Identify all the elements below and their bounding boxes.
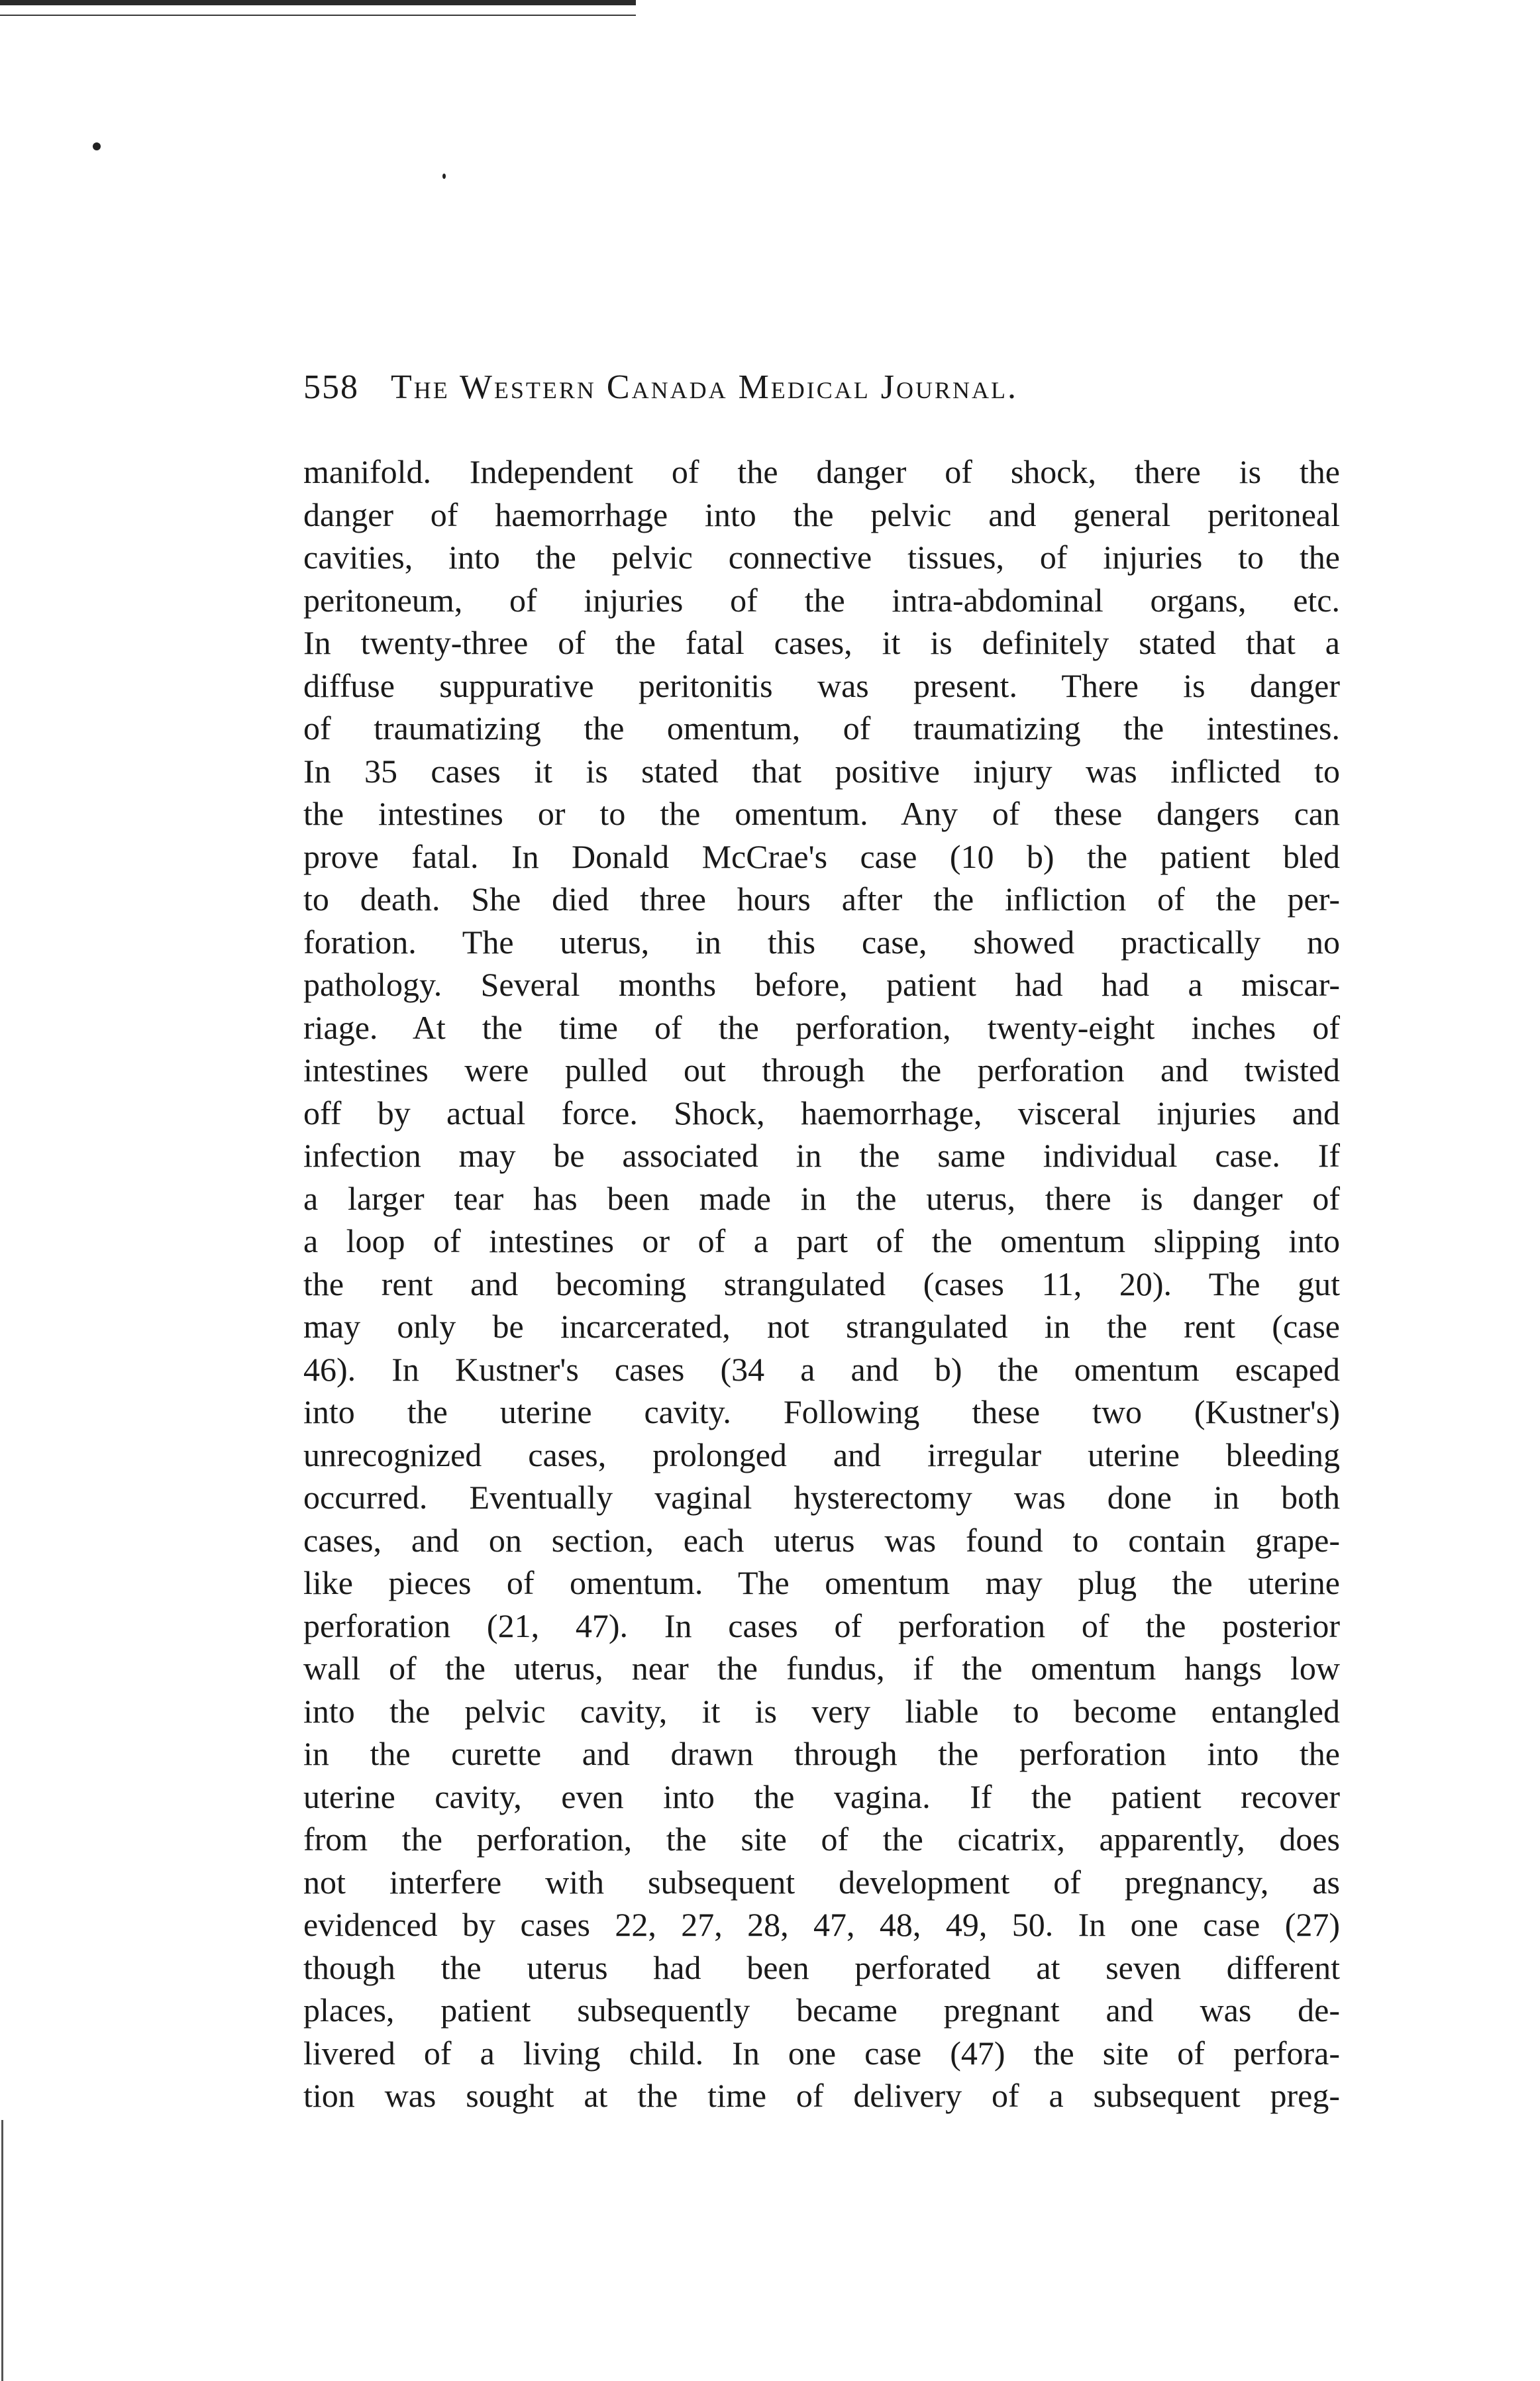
text-line: wall of the uterus, near the fundus, if the omentum hangs low [303, 1650, 1340, 1687]
text-line: cases, and on section, each uterus was found to contain grape- [303, 1521, 1340, 1559]
text-line: peritoneum, of injuries of the intra-abdominal organs, etc. [303, 581, 1340, 619]
text-line: to death. She died three hours after the infliction of the per- [303, 880, 1340, 918]
text-line: into the pelvic cavity, it is very liable to become entangled [303, 1692, 1340, 1730]
text-line: foration. The uterus, in this case, showed practically no [303, 923, 1340, 961]
text-line: the intestines or to the omentum. Any of these dangers can [303, 795, 1340, 832]
top-scan-rule [0, 0, 636, 5]
text-line: off by actual force. Shock, haemorrhage, visceral injuries and [303, 1094, 1340, 1132]
page-number: 558 [303, 368, 359, 406]
text-line: uterine cavity, even into the vagina. If the patient recover [303, 1777, 1340, 1815]
text-line: the rent and becoming strangulated (cases 11, 20). The gut [303, 1265, 1340, 1302]
body-paragraph [303, 450, 1340, 2117]
text-line: cavities, into the pelvic connective tissues, of injuries to the [303, 539, 1340, 576]
text-line: 46). In Kustner's cases (34 a and b) the omentum escaped [303, 1350, 1340, 1388]
text-line: a loop of intestines or of a part of the omentum slipping into [303, 1222, 1340, 1259]
text-line: riage. At the time of the perforation, twenty-eight inches of [303, 1008, 1340, 1046]
text-line: perforation (21, 47). In cases of perforation of the posterior [303, 1607, 1340, 1644]
text-line: diffuse suppurative peritonitis was present. There is danger [303, 666, 1340, 704]
journal-title: The Western Canada Medical Journal. [391, 368, 1019, 406]
text-line: infection may be associated in the same individual case. If [303, 1137, 1340, 1174]
top-scan-rule-thin [0, 15, 636, 16]
text-line: intestines were pulled out through the perforation and twisted [303, 1051, 1340, 1088]
text-line: places, patient subsequently became pregnant and was de- [303, 1991, 1340, 2029]
text-line: from the perforation, the site of the cicatrix, apparently, does [303, 1821, 1340, 1858]
text-line: a larger tear has been made in the uterus, there is danger of [303, 1179, 1340, 1217]
text-line: though the uterus had been perforated at seven different [303, 1948, 1340, 1986]
text-line: evidenced by cases 22, 27, 28, 47, 48, 49, 50. In one case (27) [303, 1906, 1340, 1943]
text-line: unrecognized cases, prolonged and irregular uterine bleeding [303, 1436, 1340, 1473]
scan-speck [442, 174, 446, 179]
text-line: In 35 cases it is stated that positive injury was inflicted to [303, 752, 1340, 790]
text-line: of traumatizing the omentum, of traumatizing the intestines. [303, 710, 1340, 747]
text-line: in the curette and drawn through the perforation into the [303, 1735, 1340, 1772]
text-line: manifold. Independent of the danger of shock, there is the [303, 453, 1340, 490]
text-line: like pieces of omentum. The omentum may plug the uterine [303, 1564, 1340, 1601]
text-line: danger of haemorrhage into the pelvic and general peritoneal [303, 496, 1340, 533]
text-line: not interfere with subsequent development of pregnancy, as [303, 1863, 1340, 1901]
text-line: tion was sought at the time of delivery of a subsequent preg- [303, 2077, 1340, 2114]
running-header [303, 368, 1337, 421]
text-line: pathology. Several months before, patient had had a miscar- [303, 966, 1340, 1003]
text-line: occurred. Eventually vaginal hysterectomy was done in both [303, 1479, 1340, 1516]
text-line: In twenty-three of the fatal cases, it is definitely stated that a [303, 624, 1340, 661]
text-line: may only be incarcerated, not strangulated in the rent (case [303, 1308, 1340, 1345]
text-line: livered of a living child. In one case (47) the site of perfora- [303, 2034, 1340, 2072]
text-line: into the uterine cavity. Following these two (Kustner's) [303, 1393, 1340, 1430]
text-line: prove fatal. In Donald McCrae's case (10 b) the patient bled [303, 837, 1340, 875]
left-margin-rule [1, 2120, 3, 2381]
scan-speck [93, 142, 101, 150]
